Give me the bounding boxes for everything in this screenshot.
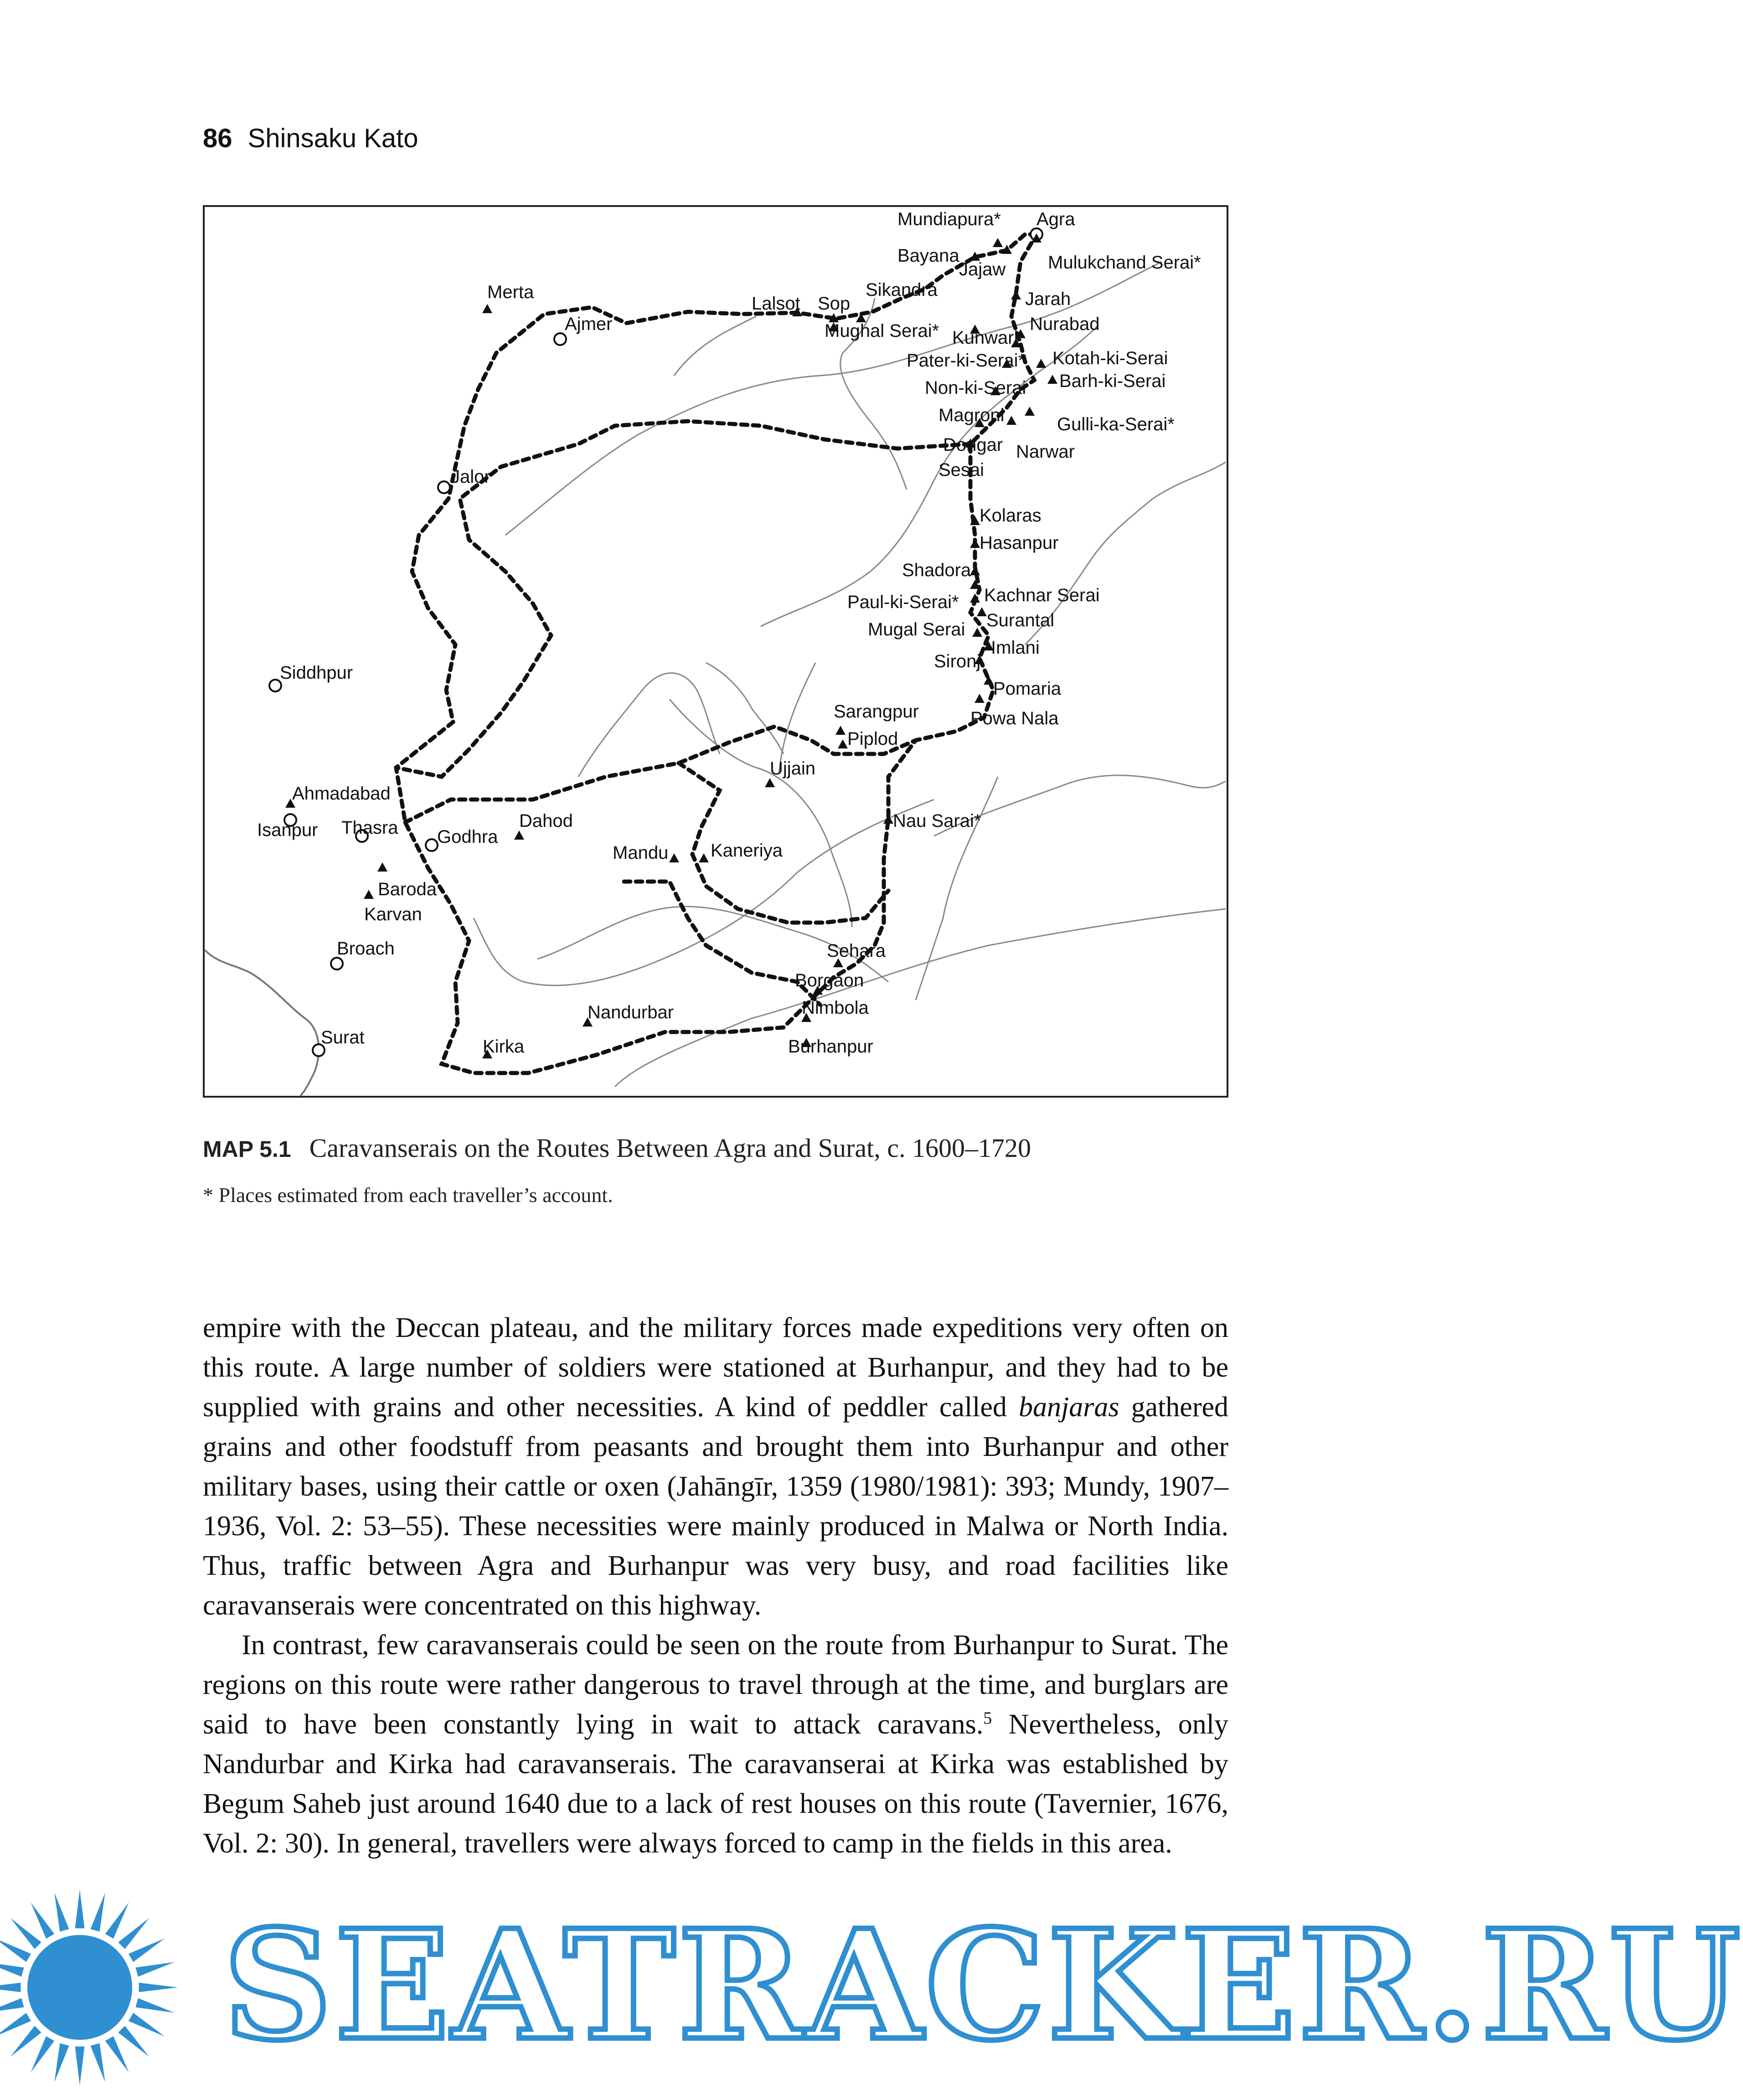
place-marker [377,862,387,872]
place-marker [669,853,679,862]
coastline [205,950,319,1096]
place-marker [1006,416,1016,425]
place-label: Kirka [483,1037,525,1057]
place-label: Dahod [519,811,573,831]
place-marker [977,607,987,616]
sun-ray [129,2013,165,2037]
map-caption [203,1133,1031,1163]
sun-ray [105,1903,129,1939]
place-label: Kotah-ki-Serai [1052,348,1168,368]
place-marker [438,481,450,493]
place-label: Baroda [378,879,437,899]
place-label: Magroni [939,405,1005,425]
place-labels [257,209,1201,1057]
place-label: Pater-ki-Serai* [907,351,1026,371]
sun-ray [105,2036,129,2072]
place-label: Surat [321,1027,365,1047]
place-label: Dongar [943,435,1003,455]
sun-ray [91,1893,105,1931]
place-label: Jajaw [959,259,1006,279]
sun-icon [0,1889,178,2085]
place-label: Paul-ki-Serai* [847,592,959,612]
place-label: Mandu [613,843,669,863]
place-label: Shadora [902,560,971,580]
place-label: Nurabad [1030,314,1100,334]
paragraph-2: In contrast, few caravanserais could be seen on the route from Burhanpur to Surat. The regions on this route were rather dangerous to travel through at the time, and burglars are said to have been constantly lying in wait to attack caravans.$^5$ Nevertheless, only Nandurbar and Kirka had caravanserais. The caravanserai at Kirka was established by Begum Saheb just around 1640 due to a lack of rest houses on this route (Tavernier, 1676, Vol. 2: 30). In general, travellers were always forced to camp in the fields in this area. [203,1630,1229,1859]
place-label: Kachnar Serai [984,585,1100,605]
place-label: Mundiapura* [897,209,1001,229]
page-number: 86 [203,124,232,153]
sun-ray [10,2026,41,2057]
place-label: Nandurbar [588,1002,674,1022]
place-label: Ahmadabad [292,784,391,804]
sun-ray [135,1998,174,2013]
sun-ray [10,1918,41,1949]
place-label: Jalor [451,467,490,487]
place-label: Bayana [897,246,959,266]
sun-ray [118,2026,149,2057]
place-marker [1011,290,1021,299]
map-canvas [205,207,1227,1096]
sun-ray [31,2036,55,2072]
caption-note: * Places estimated from each traveller’s account. [203,1183,613,1207]
place-label: Kaneriya [711,841,783,861]
place-marker [699,853,709,862]
route-map [203,205,1228,1098]
place-label: Jarah [1025,289,1071,309]
place-label: Nimbola [802,998,869,1018]
place-marker [482,304,492,313]
paragraph-1: empire with the Deccan plateau, and the military forces made expeditions very often on this route. A large number of soldiers were stationed at Burhanpur, and they had to be supplied with grains and other necessities. A kind of peddler called banjaras gathered grains and other foodstuff from peasants and brought them into Burhanpur and other military bases, using their cattle or oxen (Jahāngīr, 1359 (1980/1981): 393; Mundy, 1907–1936, Vol. 2: 53–55). These necessities were mainly produced in Malwa or North India. Thus, traffic between Agra and Burhanpur was very busy, and road facilities like caravanserais were concentrated on this highway. [203,1312,1228,1621]
body-text [203,1308,1228,1863]
sun-ray [0,1962,24,1976]
place-label: Piplod [847,729,898,749]
place-marker [1047,375,1057,384]
place-marker [838,739,848,748]
sun-ray [129,1939,165,1962]
place-label: Surantal [986,610,1054,630]
place-label: Mulukchand Serai* [1048,253,1201,273]
place-label: Siddhpur [280,663,353,683]
sun-ray [54,1893,69,1931]
place-marker [970,539,980,548]
place-label: Ajmer [565,314,613,334]
place-label: Gulli-ka-Serai* [1057,414,1175,434]
place-label: Broach [337,939,395,959]
place-marker [514,831,524,840]
sun-ray [54,2043,69,2082]
place-label: Narwar [1016,442,1075,462]
sun-ray [0,1998,24,2013]
footnote-ref: 5 [983,1708,992,1728]
sun-ray [0,2013,31,2037]
place-label: Mugal Serai [868,619,965,640]
place-label: Borgaon [795,970,864,991]
place-marker [883,815,893,824]
place-label: Godhra [437,827,498,847]
sun-ray [0,1983,21,1992]
place-label: Imlani [991,638,1040,658]
running-header [203,123,418,154]
place-label: Kunwari [952,328,1018,348]
place-label: Kolaras [980,506,1042,526]
place-label: Hasanpur [980,533,1059,553]
place-label: Powa Nala [970,708,1059,728]
sun-ray [75,1889,85,1928]
place-marker [765,778,775,787]
sun-ray [135,1962,174,1976]
caption-title: Caravanserais on the Routes Between Agra and Surat, c. 1600–1720 [309,1133,1031,1163]
place-label: Burhanpur [788,1037,873,1057]
sun-ray [139,1983,178,1992]
sun-ray [31,1903,55,1939]
place-marker [970,566,980,575]
place-marker [835,726,846,735]
place-marker [1036,359,1046,368]
place-marker [984,676,994,685]
place-label: Sesai [939,460,985,480]
place-label: Barh-ki-Serai [1059,371,1166,391]
place-marker [1025,407,1035,416]
place-label: Non-ki-Serai [925,378,1026,398]
place-marker [554,333,566,345]
place-marker [975,694,985,703]
place-label: Sikandra [866,280,938,300]
sun-ray [75,2047,85,2085]
place-label: Mughal Serai* [825,321,939,341]
place-marker [364,890,374,899]
place-label: Agra [1037,209,1075,229]
author-name: Shinsaku Kato [248,124,418,153]
place-label: Thasra [341,818,398,838]
place-label: Sironj [934,651,981,671]
place-label: Sehara [827,941,886,961]
place-label: Karvan [364,904,422,924]
sun-ray [0,1939,31,1962]
place-label: Pomaria [993,679,1061,699]
place-label: Lalsot [752,294,800,314]
place-label: Ujjain [770,758,816,779]
place-marker [993,238,1003,247]
watermark-text: SEATRACKER.RU [223,1897,1743,2074]
caption-label: MAP 5.1 [203,1136,291,1162]
sun-ray [118,1918,149,1949]
sun-ray [91,2043,105,2082]
place-label: Merta [487,282,534,302]
place-marker [331,958,343,970]
place-label: Sop [818,294,851,314]
place-marker [426,839,438,851]
place-label: Nau Sarai* [893,811,981,831]
place-label: Sarangpur [834,702,919,722]
place-label: Isanpur [257,820,318,840]
place-marker [972,628,982,637]
